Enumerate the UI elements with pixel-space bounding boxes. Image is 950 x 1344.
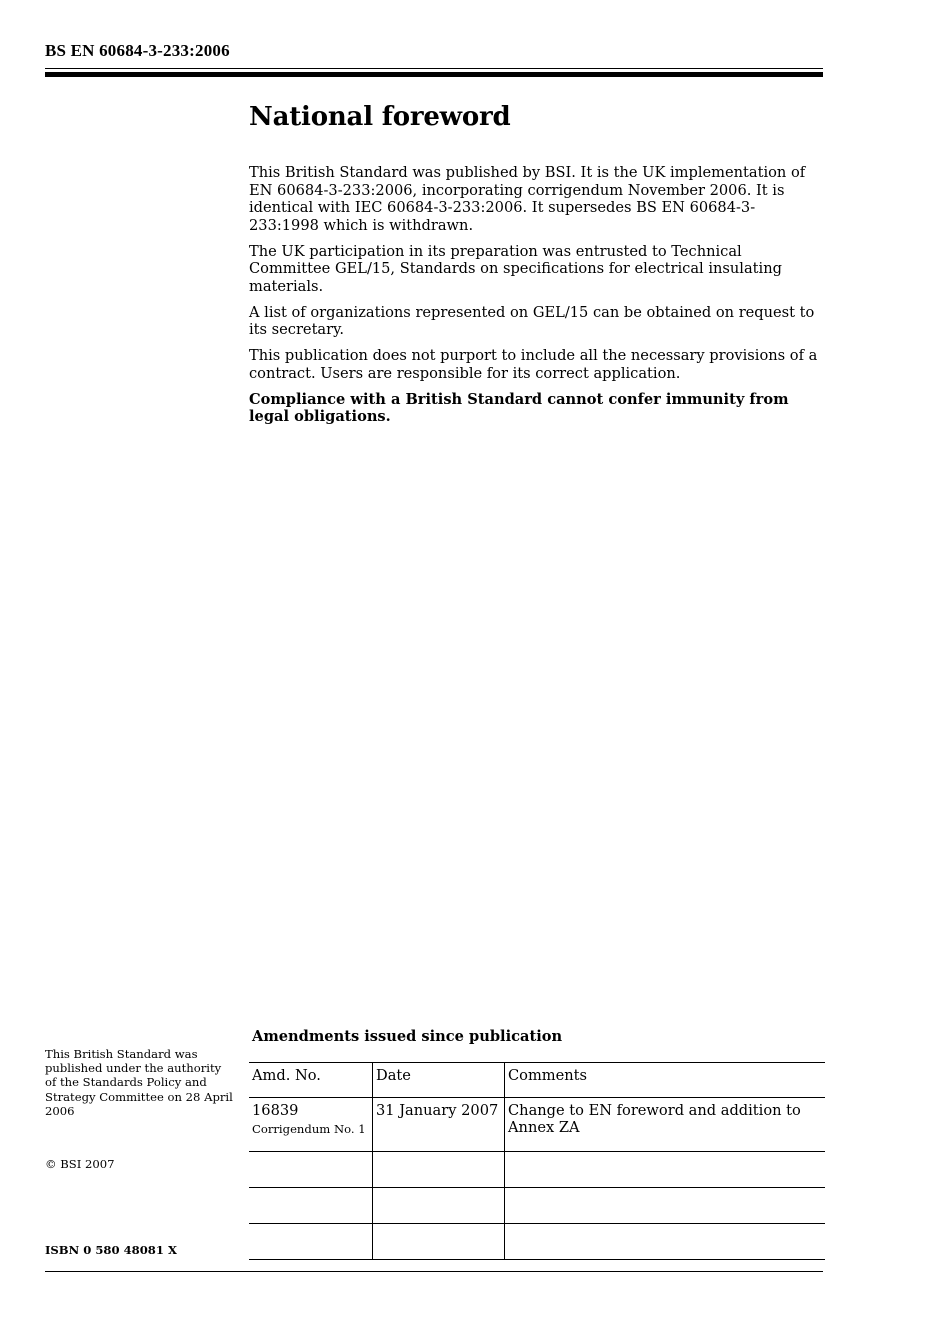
document-id: BS EN 60684-3-233:2006 <box>45 41 230 60</box>
paragraph-committee: The UK participation in its preparation was entrusted to Technical Committee GEL/15, Standards on specifications for electrical insulating materials. <box>249 242 782 295</box>
isbn-number: ISBN 0 580 48081 X <box>45 1243 177 1257</box>
header-rule-thin <box>45 68 823 69</box>
amd-date-cell: 31 January 2007 <box>373 1098 505 1152</box>
header-rule-thick <box>45 72 823 77</box>
table-row-empty <box>249 1224 825 1260</box>
amd-comments-cell: Change to EN foreword and addition to Annex ZA <box>505 1098 826 1152</box>
paragraph-organizations: A list of organizations represented on GEL/15 can be obtained on request to its secretary. <box>249 303 815 338</box>
table-row-empty <box>249 1152 825 1188</box>
paragraph-provisions: This publication does not purport to include all the necessary provisions of a contract. Users are responsible for its correct application. <box>249 347 818 382</box>
authority-note: This British Standard was published under the authority of the Standards Policy and Strategy Committee on 28 April 2006 <box>45 1047 233 1118</box>
amendments-table <box>249 1062 825 1260</box>
column-header-comments: Comments <box>505 1063 826 1098</box>
page-title: National foreword <box>249 102 511 132</box>
column-header-amd-no: Amd. No. <box>249 1063 373 1098</box>
copyright-notice: © BSI 2007 <box>45 1157 115 1171</box>
amd-no-cell <box>249 1098 373 1152</box>
table-row <box>249 1098 825 1152</box>
table-row-empty <box>249 1188 825 1224</box>
paragraph-publication: This British Standard was published by BSI. It is the UK implementation of EN 60684-3-233:2006, incorporating corrigendum November 2006. It is identical with IEC 60684-3-233:2006. It supersedes BS EN 60684-3-233:1998 which is withdrawn. <box>249 164 806 234</box>
foreword-body <box>249 164 824 434</box>
column-header-date: Date <box>373 1063 505 1098</box>
compliance-statement: Compliance with a British Standard cannot confer immunity from legal obligations. <box>249 390 789 425</box>
amendments-title: Amendments issued since publication <box>252 1028 563 1045</box>
table-header-row <box>249 1063 825 1098</box>
footer-rule <box>45 1271 823 1272</box>
amd-number: 16839 <box>252 1102 299 1119</box>
amd-subtitle: Corrigendum No. 1 <box>252 1122 366 1136</box>
